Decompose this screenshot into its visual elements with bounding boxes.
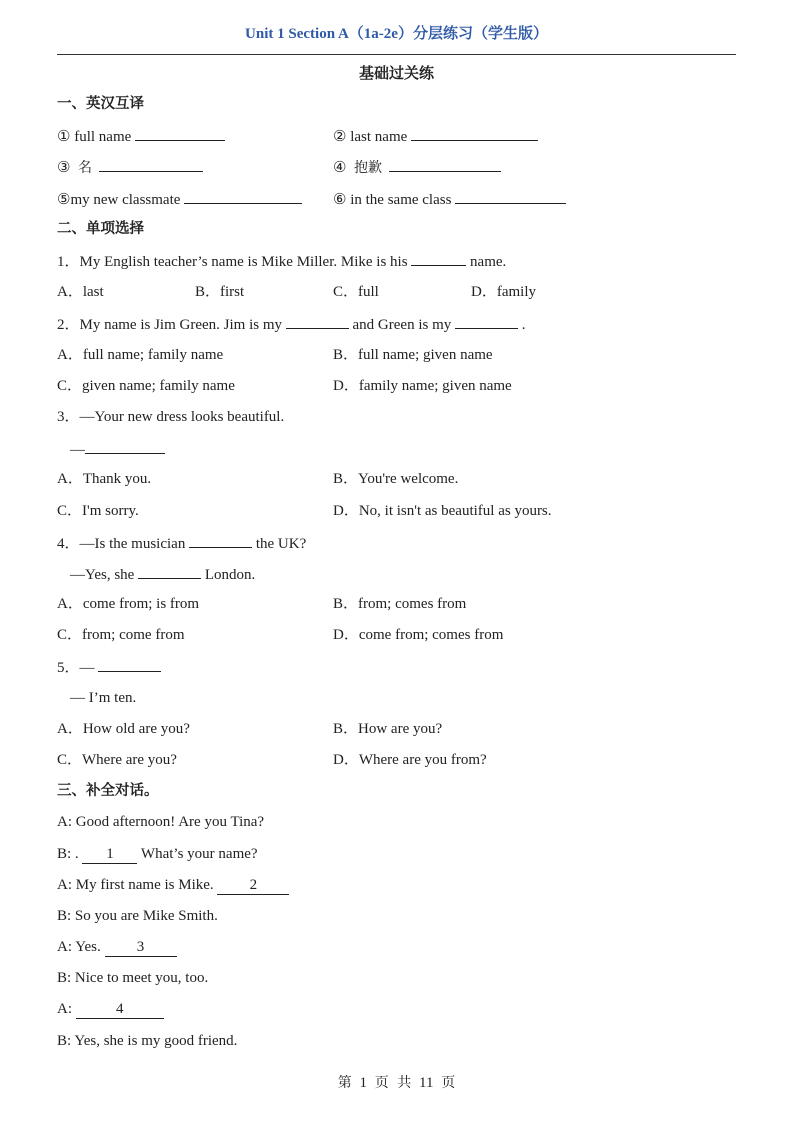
answer-blank[interactable] (98, 656, 161, 672)
option-a[interactable]: A．How old are you? (57, 721, 190, 737)
option-c[interactable]: C．Where are you? (57, 752, 177, 768)
answer-blank[interactable] (184, 188, 302, 204)
dialogue-blank[interactable]: 2 (217, 876, 289, 895)
item-number: ② (333, 129, 347, 145)
dialogue-line: B: . 1 What’s your name? (57, 846, 258, 862)
page-total: 11 (419, 1075, 434, 1091)
option-b[interactable]: B．full name; given name (333, 347, 493, 363)
page-number: 1 (359, 1075, 368, 1091)
dialogue-line: A: Yes. 3 (57, 937, 177, 957)
answer-blank[interactable] (455, 188, 566, 204)
answer-blank[interactable] (389, 156, 501, 172)
option-a[interactable]: A．Thank you. (57, 471, 152, 487)
option-c[interactable]: C．I'm sorry. (57, 503, 139, 519)
item-text: 抱歉 (353, 160, 382, 176)
item-text: full name (74, 129, 132, 145)
answer-blank[interactable] (85, 438, 165, 454)
question-1: 1．My English teacher’s name is Mike Miller. Mike is his name. (57, 250, 506, 272)
item-text: 名 (77, 160, 92, 176)
dialogue-blank[interactable]: 3 (105, 938, 177, 957)
dialogue-line: A: My first name is Mike. 2 (57, 875, 289, 895)
option-d[interactable]: D．come from; comes from (333, 627, 504, 643)
answer-blank[interactable] (99, 156, 203, 172)
section3-heading: 三、补全对话。 (57, 783, 159, 799)
question-4: 4．—Is the musician the UK? (57, 532, 306, 554)
translation-item-1 (57, 125, 225, 147)
option-b[interactable]: B．first (195, 284, 245, 300)
dialogue-line: B: Yes, she is my good friend. (57, 1033, 238, 1049)
translation-item-5 (57, 188, 302, 210)
question-2: 2．My name is Jim Green. Jim is my and Green is my . (57, 313, 526, 335)
option-b[interactable]: B．from; comes from (333, 596, 467, 612)
option-c[interactable]: C．full (333, 284, 379, 300)
doc-title: 基础过关练 (358, 64, 434, 82)
translation-item-4 (333, 156, 501, 178)
question-3: 3．—Your new dress looks beautiful. (57, 409, 285, 425)
option-a[interactable]: A．full name; family name (57, 347, 224, 363)
page-footer: 第 1 页 共 11 页 (337, 1075, 456, 1091)
item-number: ③ (57, 160, 71, 176)
section1-heading: 一、英汉互译 (57, 96, 144, 112)
answer-blank[interactable] (135, 125, 225, 141)
item-text: last name (350, 129, 408, 145)
dialogue-blank[interactable]: 4 (76, 1000, 164, 1019)
question-3-reply: — (70, 438, 165, 460)
option-b[interactable]: B．How are you? (333, 721, 443, 737)
option-d[interactable]: D．family name; given name (333, 378, 512, 394)
option-b[interactable]: B．You're welcome. (333, 471, 459, 487)
answer-blank[interactable] (411, 125, 538, 141)
item-number: ④ (333, 160, 347, 176)
question-1-options (57, 282, 737, 302)
item-number: ⑥ (333, 192, 347, 208)
option-a[interactable]: A．last (57, 284, 104, 300)
dialogue-line: A: 4 (57, 999, 164, 1019)
translation-item-2 (333, 125, 538, 147)
header-title: Unit 1 Section A（1a-2e）分层练习（学生版） (245, 26, 548, 42)
option-c[interactable]: C．from; come from (57, 627, 185, 643)
dialogue-blank[interactable]: 1 (82, 845, 137, 864)
answer-blank[interactable] (138, 563, 201, 579)
question-5: 5．— (57, 656, 161, 678)
translation-item-3 (57, 156, 203, 178)
option-d[interactable]: D．No, it isn't as beautiful as yours. (333, 503, 552, 519)
option-c[interactable]: C．given name; family name (57, 378, 235, 394)
answer-blank[interactable] (411, 250, 466, 266)
item-number: ⑤ (57, 192, 71, 208)
question-4-reply: —Yes, she London. (70, 563, 255, 585)
answer-blank[interactable] (455, 313, 518, 329)
item-text: my new classmate (70, 192, 181, 208)
answer-blank[interactable] (189, 532, 252, 548)
option-d[interactable]: D．family (471, 284, 536, 300)
section2-heading: 二、单项选择 (57, 221, 144, 237)
item-text: in the same class (350, 192, 452, 208)
dialogue-line: B: Nice to meet you, too. (57, 970, 209, 986)
dialogue-line: A: Good afternoon! Are you Tina? (57, 814, 265, 830)
question-5-reply: — I’m ten. (70, 690, 137, 706)
option-d[interactable]: D．Where are you from? (333, 752, 487, 768)
dialogue-line: B: So you are Mike Smith. (57, 908, 218, 924)
header-divider (57, 54, 736, 55)
item-number: ① (57, 129, 71, 145)
option-a[interactable]: A．come from; is from (57, 596, 200, 612)
answer-blank[interactable] (286, 313, 349, 329)
translation-item-6 (333, 188, 566, 210)
